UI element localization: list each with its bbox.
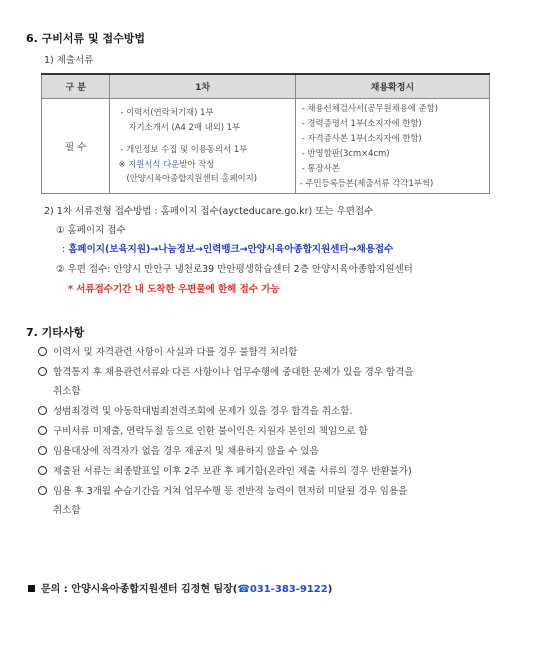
header-final-hire: 채용확정시	[295, 74, 489, 99]
contact-close: )	[327, 584, 333, 595]
section6-sub1: 1) 제출서류	[44, 55, 94, 66]
doc-self-intro: 자기소개서 (A4 2매 내외) 1부	[128, 122, 241, 132]
form-download-link[interactable]: 지원서식 다운	[128, 159, 180, 169]
doc-health-check: - 채용신체검사서(공무원채용에 준함)	[301, 103, 438, 113]
first-round-docs	[110, 99, 295, 194]
mail-deadline-notice: * 서류접수기간 내 도착한 우편물에 한해 접수 가능	[68, 284, 280, 295]
doc-photo: - 반명함판(3cm×4cm)	[301, 148, 390, 158]
doc-privacy-consent: - 개인정보 수집 및 이용동의서 1부	[120, 144, 248, 154]
option1-path	[62, 241, 393, 255]
section6-sub2: 2) 1차 서류전형 접수방법 : 홈페이지 접수(aycteducare.go.kr) 또는 우편접수	[44, 206, 374, 217]
list-item: 합격통지 후 채용관련서류와 다른 사항이나 업무수행에 중대한 문제가 있을 경우 합격을	[38, 364, 414, 378]
option2-mail: ② 우편 접수: 안양시 만안구 냉천로39 만안평생학습센터 2층 안양시육아종합지원센터	[56, 264, 413, 275]
bullet-circle-icon	[38, 367, 47, 376]
section6-title: 6. 구비서류 및 접수방법	[26, 32, 145, 45]
bullet-circle-icon	[38, 347, 47, 356]
notice-prefix: ※	[118, 159, 129, 169]
doc-license-copy: - 자격증사본 1부(소지자에 한함)	[301, 133, 422, 143]
list-item: 임용대상에 적격자가 없을 경우 재공지 및 채용하지 않을 수 있음	[38, 443, 319, 457]
bullet-circle-icon	[38, 406, 47, 415]
bullet-circle-icon	[38, 466, 47, 475]
contact-line	[28, 580, 332, 595]
doc-resident-register: - 주민등록등본(제출서류 각각1부씩)	[299, 178, 434, 188]
list-item: 임용 후 3개월 수습기간을 거쳐 업무수행 등 전반적 능력이 현저히 미달될 경우 임용을	[38, 483, 407, 497]
list-item-continuation: 취소함	[53, 505, 81, 516]
list-item: 제출된 서류는 최종발표일 이후 2주 보관 후 폐기함(온라인 제출 서류의 경우 반환불가)	[38, 463, 412, 477]
section7-title: 7. 기타사항	[26, 326, 85, 339]
option1-label: ① 홈페이지 접수	[56, 225, 126, 236]
doc-bankbook: - 통장사본	[301, 163, 340, 173]
phone-icon: ☎	[237, 584, 250, 595]
submission-docs-table	[41, 73, 490, 194]
list-item: 이력서 및 자격관련 사항이 사실과 다를 경우 불합격 처리함	[38, 344, 297, 358]
doc-resume: - 이력서(연락처기재) 1부	[120, 107, 214, 117]
bullet-circle-icon	[38, 446, 47, 455]
row-label-required: 필 수	[42, 99, 110, 194]
table-header-row	[42, 74, 490, 99]
bullet-circle-icon	[38, 426, 47, 435]
bullet-circle-icon	[38, 486, 47, 495]
doc-career-cert: - 경력증명서 1부(소지자에 한함)	[301, 118, 422, 128]
final-hire-docs	[295, 99, 489, 194]
doc-form-notice	[118, 158, 214, 170]
option1-path-prefix: :	[62, 244, 69, 255]
table-row	[42, 99, 490, 194]
list-item-continuation: 취소함	[53, 386, 81, 397]
header-first-round: 1차	[110, 74, 295, 99]
list-item: 구비서류 미제출, 연락두절 등으로 인한 불이익은 지원자 본인의 책임으로 함	[38, 423, 368, 437]
contact-phone[interactable]: 031-383-9122	[249, 584, 328, 595]
header-category: 구 분	[42, 74, 110, 99]
notice-suffix: 받아 작성	[179, 159, 215, 169]
contact-text: 문의 : 안양시육아종합지원센터 김정현 팀장(	[41, 584, 238, 595]
square-bullet-icon	[28, 585, 35, 592]
homepage-path-link[interactable]: 홈페이지(보육지원)→나눔정보→인력뱅크→안양시육아종합지원센터→채용접수	[68, 244, 394, 255]
list-item: 성범죄경력 및 아동학대범죄전력조회에 문제가 있을 경우 합격을 취소함.	[38, 403, 352, 417]
doc-form-source: (안양시육아종합지원센터 홈페이지)	[126, 173, 257, 183]
